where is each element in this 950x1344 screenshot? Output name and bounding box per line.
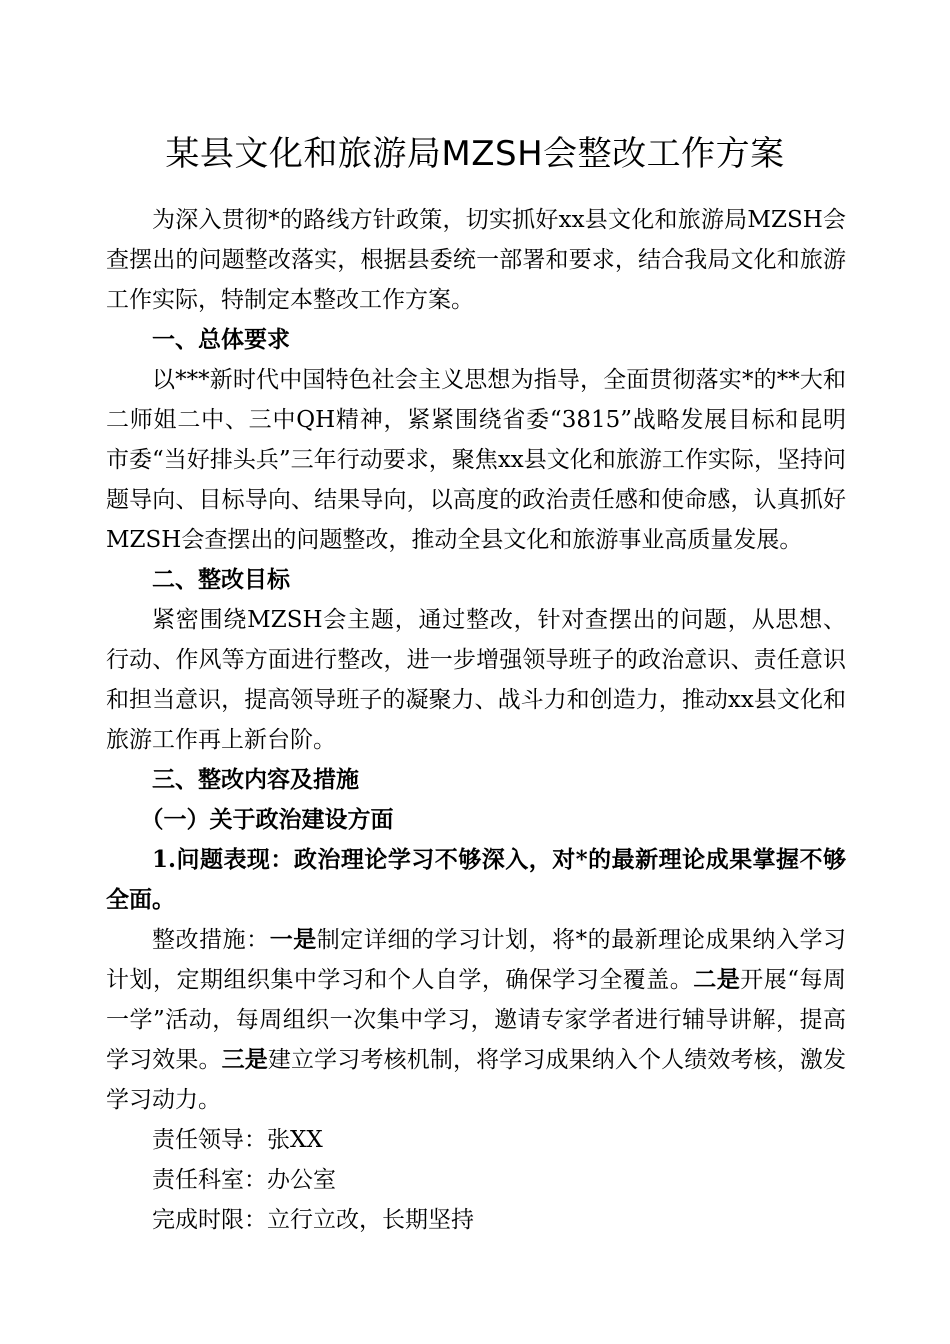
section-heading-content-measures: 三、整改内容及措施 <box>152 766 359 793</box>
responsible-office: 责任科室：办公室 <box>152 1167 336 1193</box>
measure-third-marker: 三是 <box>221 1046 268 1073</box>
intro-paragraph: 为深入贯彻*的路线方针政策，切实抓好xx县文化和旅游局MZSH会查摆出的问题整改落实，根据县委统一部署和要求，结合我局文化和旅游工作实际，特制定本整改工作方案。 <box>106 207 846 313</box>
general-requirements-paragraph: 以***新时代中国特色社会主义思想为指导，全面贯彻落实*的**大和二师姐二中、三中QH精神，紧紧围绕省委“3815”战略发展目标和昆明市委“当好排头兵”三年行动要求，聚焦xx县文化和旅游工作实际，坚持问题导向、目标导向、结果导向，以高度的政治责任感和使命感，认真抓好MZSH会查摆出的问题整改，推动全县文化和旅游事业高质量发展。 <box>106 367 847 553</box>
subsection-heading-political-building: （一）关于政治建设方面 <box>140 806 394 833</box>
responsible-leader: 责任领导：张XX <box>152 1127 323 1153</box>
measures-label: 整改措施： <box>152 927 270 953</box>
section-heading-general-requirements: 一、总体要求 <box>152 326 290 353</box>
measure-third-text: 建立学习考核机制，将学习成果纳入个人绩效考核，激发学习动力。 <box>106 1047 847 1113</box>
measures-paragraph <box>106 920 846 1120</box>
measure-first-marker: 一是 <box>269 926 317 953</box>
document-title: 某县文化和旅游局MZSH会整改工作方案 <box>165 134 785 174</box>
completion-deadline: 完成时限：立行立改，长期坚持 <box>152 1207 474 1233</box>
section-heading-rectification-goals: 二、整改目标 <box>152 566 290 593</box>
problem-statement: 1.问题表现：政治理论学习不够深入，对*的最新理论成果掌握不够全面。 <box>106 846 846 913</box>
measure-second-marker: 二是 <box>693 966 741 993</box>
measure-second-text: 开展“每周一学”活动，每周组织一次集中学习，邀请专家学者进行辅导讲解，提高学习效果。 <box>106 967 847 1073</box>
rectification-goals-paragraph: 紧密围绕MZSH会主题，通过整改，针对查摆出的问题，从思想、行动、作风等方面进行整改，进一步增强领导班子的政治意识、责任意识和担当意识，提高领导班子的凝聚力、战斗力和创造力，推动xx县文化和旅游工作再上新台阶。 <box>106 607 846 753</box>
measure-first-text: 制定详细的学习计划，将*的最新理论成果纳入学习计划，定期组织集中学习和个人自学，确保学习全覆盖。 <box>106 927 847 993</box>
document-body <box>106 200 846 1240</box>
